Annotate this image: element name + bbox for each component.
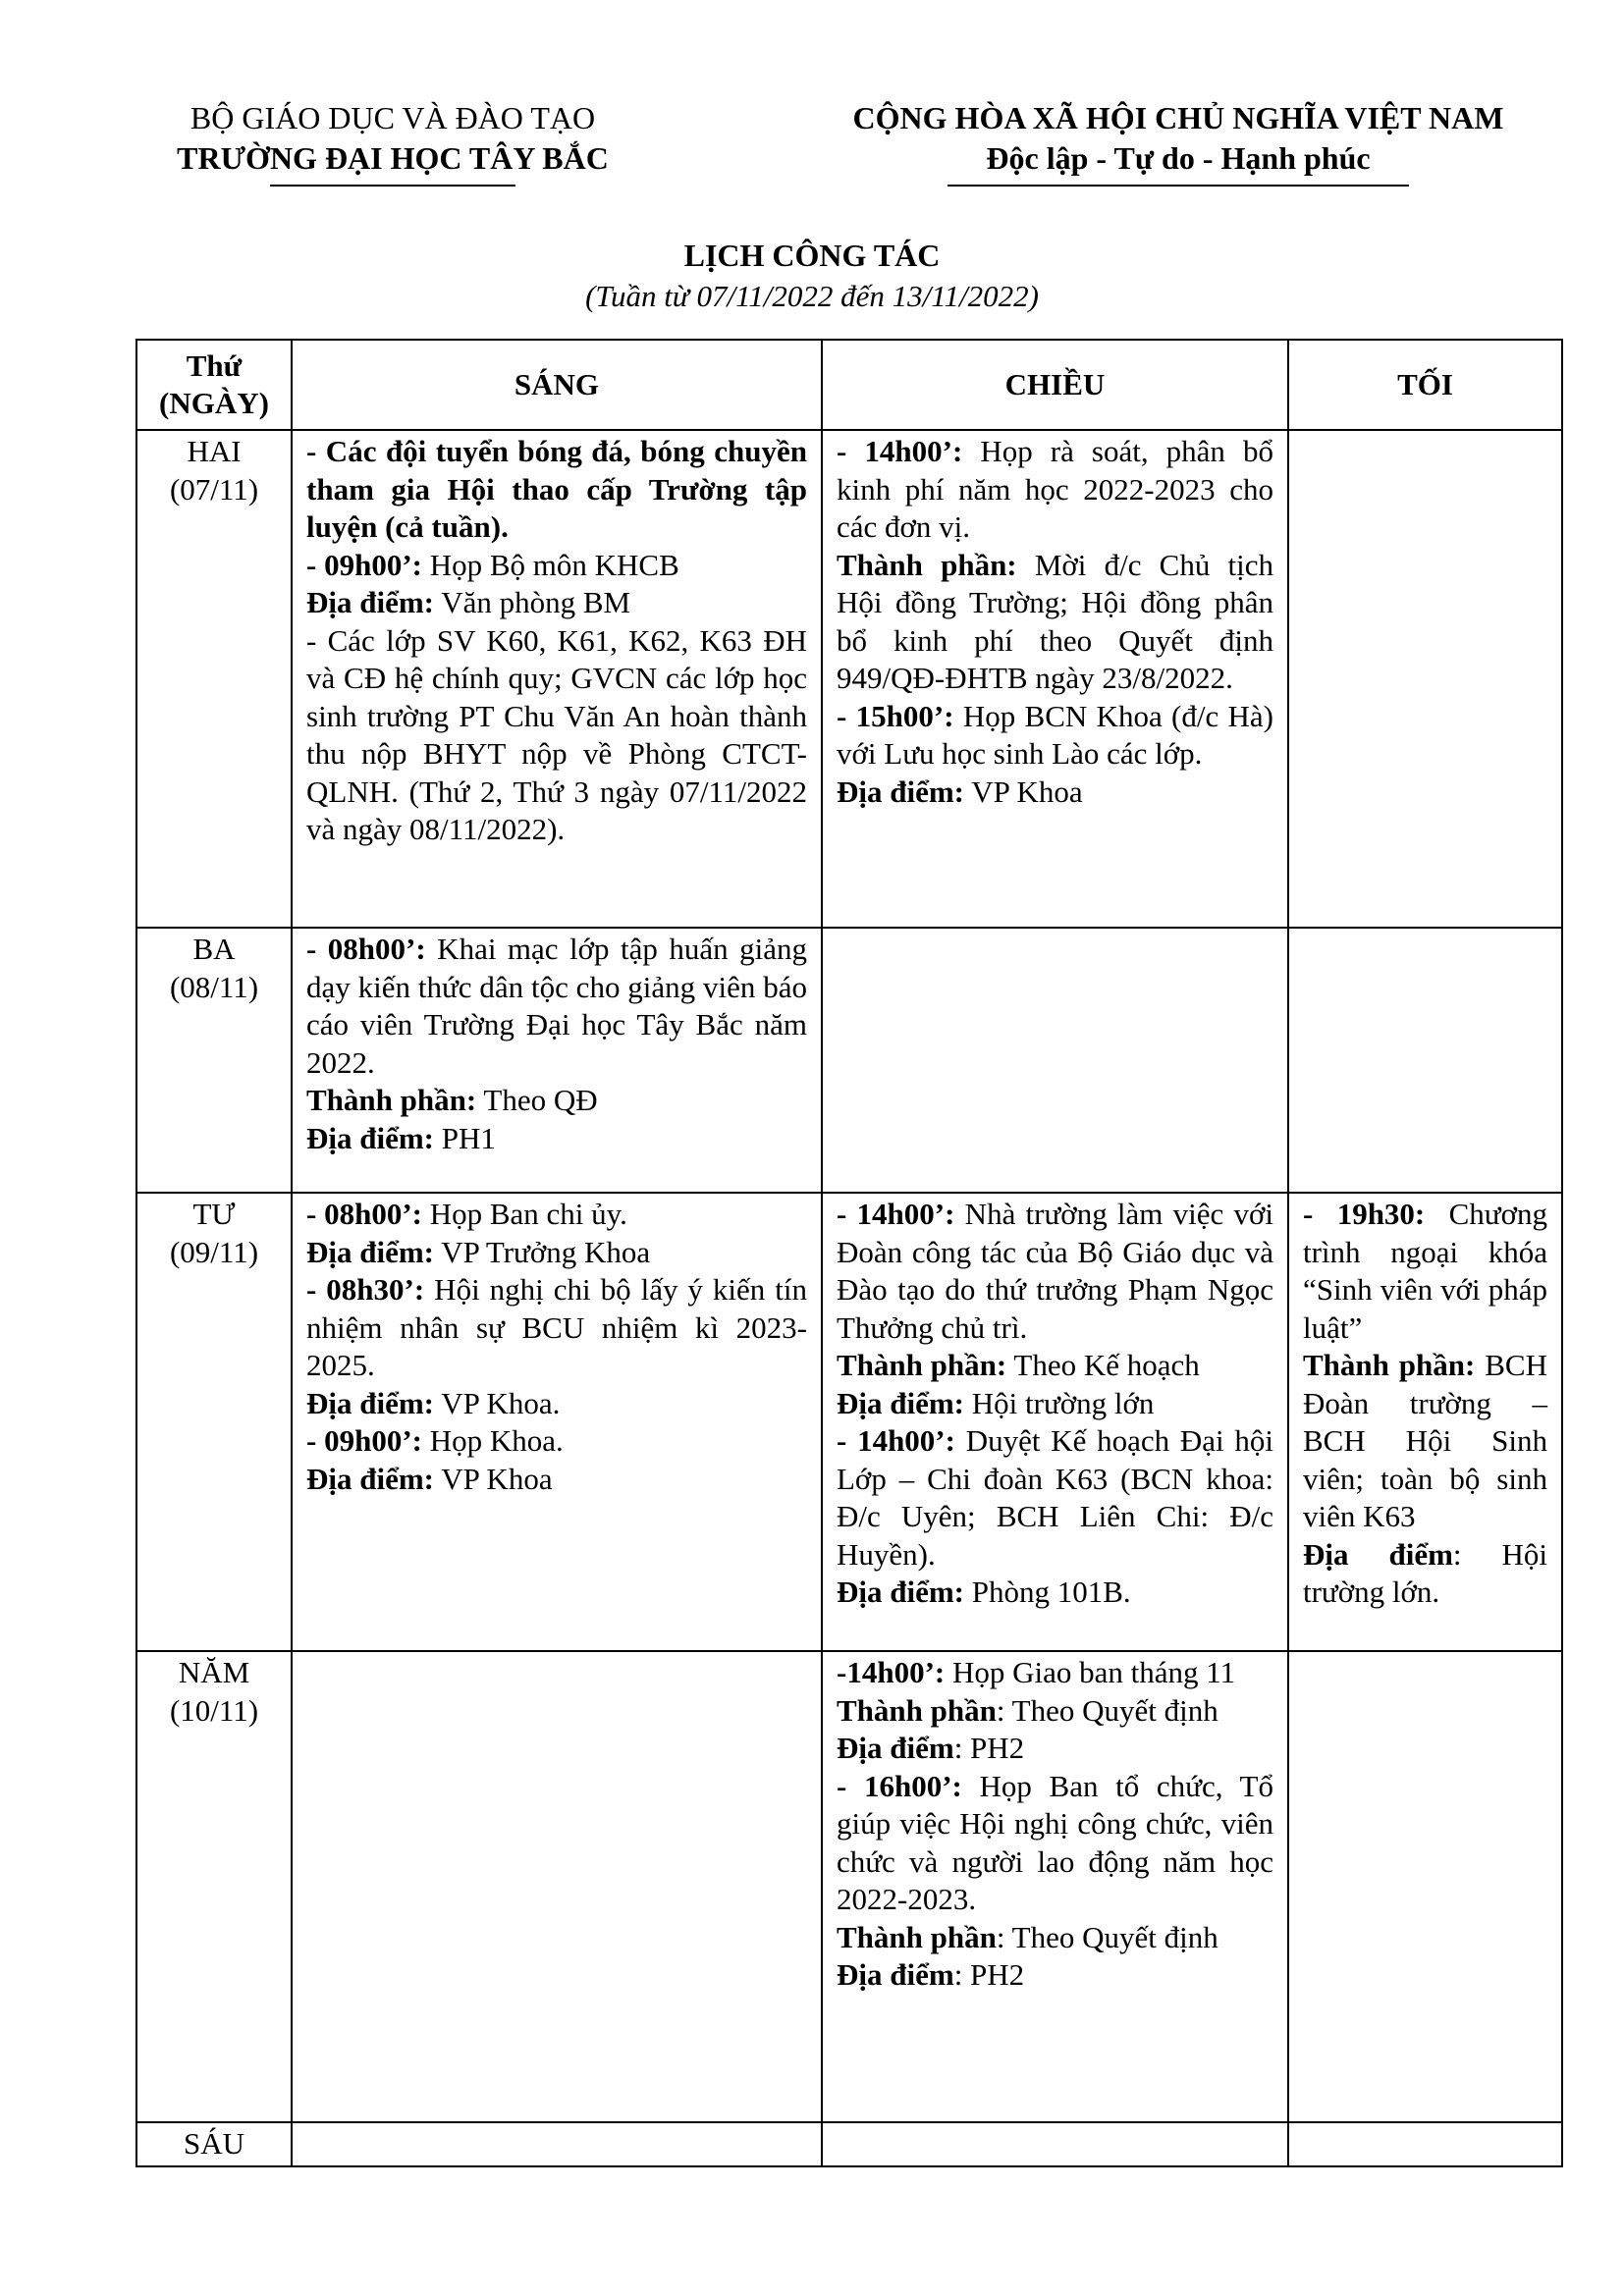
schedule-item: - 15h00’: Họp BCN Khoa (đ/c Hà) với Lưu học sinh Lào các lớp. (837, 698, 1273, 771)
schedule-item: - 16h00’: Họp Ban tổ chức, Tổ giúp việc Hội nghị công chức, viên chức và người lao động năm học 2022-2023. (837, 1768, 1273, 1916)
schedule-item: -14h00’: Họp Giao ban tháng 11 (837, 1655, 1236, 1689)
day-cell: NĂM (10/11) (136, 1651, 292, 2122)
ministry-name: BỘ GIÁO DỤC VÀ ĐÀO TẠO (189, 100, 596, 135)
location-line: Địa điểm: Phòng 101B. (837, 1575, 1131, 1609)
afternoon-cell (822, 430, 1288, 928)
table-row (136, 928, 1562, 1193)
table-row (136, 2122, 1562, 2166)
day-cell: SÁU (136, 2122, 292, 2166)
table-row (136, 1651, 1562, 2122)
header-right-underline (947, 185, 1409, 187)
country-name: CỘNG HÒA XÃ HỘI CHỦ NGHĨA VIỆT NAM (852, 100, 1504, 135)
header-afternoon: CHIỀU (822, 340, 1288, 430)
schedule-item: - 19h30: Chương trình ngoại khóa “Sinh viên với pháp luật” (1303, 1197, 1548, 1345)
schedule-item: - Các đội tuyển bóng đá, bóng chuyền tham gia Hội thao cấp Trường tập luyện (cả tuần). (306, 434, 807, 544)
evening-cell (1288, 1651, 1562, 2122)
morning-cell (292, 1193, 822, 1651)
afternoon-cell (822, 1193, 1288, 1651)
schedule-item: - 09h00’: Họp Bộ môn KHCB (306, 547, 679, 582)
header-day: Thứ (NGÀY) (136, 340, 292, 430)
table-header-row (136, 340, 1562, 430)
table-row (136, 1193, 1562, 1651)
day-cell: TƯ (09/11) (136, 1193, 292, 1651)
schedule-item: - 08h00’: Họp Ban chi ủy. (306, 1197, 627, 1231)
day-cell: BA (08/11) (136, 928, 292, 1193)
document-subtitle: (Tuần từ 07/11/2022 đến 13/11/2022) (585, 279, 1039, 313)
morning-cell (292, 2122, 822, 2166)
schedule-item: - 14h00’: Nhà trường làm việc với Đoàn công tác của Bộ Giáo dục và Đào tạo do thứ trưởng Phạm Ngọc Thưởng chủ trì. (837, 1197, 1273, 1345)
afternoon-cell (822, 2122, 1288, 2166)
table-row (136, 430, 1562, 928)
participants-line: Thành phần: Theo QĐ (306, 1083, 598, 1117)
participants-line: Thành phần: Theo Quyết định (837, 1919, 1218, 1954)
afternoon-cell (822, 928, 1288, 1193)
location-line: Địa điểm: Hội trường lớn (837, 1385, 1155, 1420)
location-line: Địa điểm: VP Khoa. (306, 1385, 561, 1420)
location-line: Địa điểm: Văn phòng BM (306, 585, 631, 619)
schedule-item: - 14h00’: Họp rà soát, phân bổ kinh phí năm học 2022-2023 cho các đơn vị. (837, 434, 1273, 544)
schedule-item: - Các lớp SV K60, K61, K62, K63 ĐH và CĐ hệ chính quy; GVCN các lớp học sinh trường PT Chu Văn An hoàn thành thu nộp BHYT nộp về Phòng CTCT-QLNH. (Thứ 2, Thứ 3 ngày 07/11/2022 và ngày 08/11/2022). (306, 622, 807, 846)
day-cell: HAI (07/11) (136, 430, 292, 928)
location-line: Địa điểm: PH2 (837, 1731, 1025, 1765)
header-right (835, 98, 1522, 187)
participants-line: Thành phần: Mời đ/c Chủ tịch Hội đồng Trường; Hội đồng phân bổ kinh phí theo Quyết định 949/QĐ-ĐHTB ngày 23/8/2022. (837, 547, 1273, 695)
participants-line: Thành phần: BCH Đoàn trường – BCH Hội Sinh viên; toàn bộ sinh viên K63 (1303, 1348, 1547, 1533)
location-line: Địa điểm: PH1 (306, 1120, 496, 1155)
evening-cell (1288, 2122, 1562, 2166)
header-morning: SÁNG (292, 340, 822, 430)
schedule-item: - 14h00’: Duyệt Kế hoạch Đại hội Lớp – Chi đoàn K63 (BCN khoa: Đ/c Uyên; BCH Liên Chi: Đ/c Huyền). (837, 1423, 1274, 1572)
location-line: Địa điểm: VP Trưởng Khoa (306, 1234, 651, 1269)
national-motto: Độc lập - Tự do - Hạnh phúc (986, 140, 1371, 176)
schedule-table (135, 339, 1563, 2167)
location-line: Địa điểm: VP Khoa (837, 774, 1083, 809)
participants-line: Thành phần: Theo Quyết định (837, 1692, 1218, 1728)
evening-cell (1288, 430, 1562, 928)
schedule-item: - 08h00’: Khai mạc lớp tập huấn giảng dạy kiến thức dân tộc cho giảng viên báo cáo viên Trường Đại học Tây Bắc năm 2022. (306, 932, 807, 1080)
participants-line: Thành phần: Theo Kế hoạch (837, 1348, 1200, 1382)
afternoon-cell (822, 1651, 1288, 2122)
header-left (147, 98, 638, 187)
location-line: Địa điểm: VP Khoa (306, 1461, 553, 1496)
schedule-item: - 08h30’: Hội nghị chi bộ lấy ý kiến tín nhiệm nhân sự BCU nhiệm kì 2023-2025. (306, 1272, 807, 1382)
morning-cell (292, 430, 822, 928)
evening-cell (1288, 928, 1562, 1193)
document-title: LỊCH CÔNG TÁC (683, 238, 941, 273)
location-line: Địa điểm: Hội trường lớn. (1303, 1536, 1547, 1609)
university-name: TRƯỜNG ĐẠI HỌC TÂY BẮC (177, 140, 609, 176)
morning-cell (292, 1651, 822, 2122)
schedule-item: - 09h00’: Họp Khoa. (306, 1423, 564, 1458)
morning-cell (292, 928, 822, 1193)
header-evening: TỐI (1288, 340, 1562, 430)
header-left-underline (270, 185, 515, 187)
location-line: Địa điểm: PH2 (837, 1957, 1025, 1992)
evening-cell (1288, 1193, 1562, 1651)
